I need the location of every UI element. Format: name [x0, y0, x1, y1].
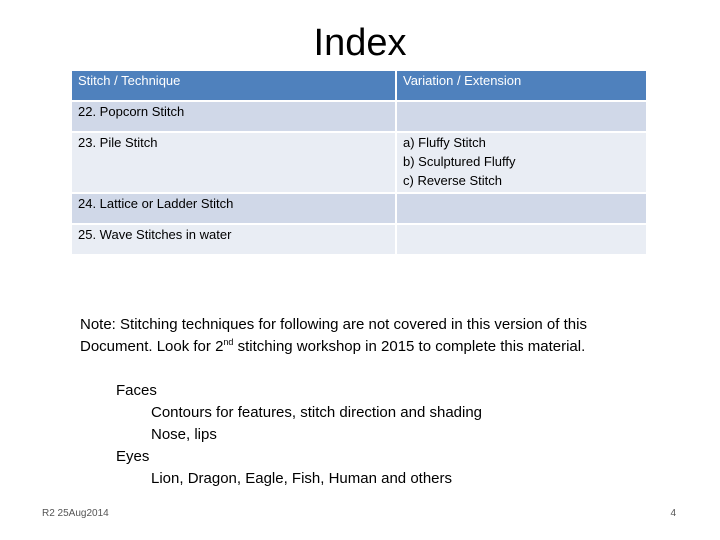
note-line-1: Note: Stitching techniques for following are not covered in this version of this [80, 316, 587, 333]
variation-item: a) Fluffy Stitch [403, 135, 486, 150]
note-superscript: nd [223, 337, 234, 347]
footer-revision: R2 25Aug2014 [42, 508, 109, 519]
outline-heading-faces: Faces [116, 382, 157, 399]
outline-item: Lion, Dragon, Eagle, Fish, Human and others [151, 470, 453, 487]
outline-heading-eyes: Eyes [116, 448, 150, 465]
outline-item: Contours for features, stitch direction and shading [151, 404, 483, 421]
note-text: Document. Look for 2 [80, 338, 224, 355]
technique-cell: 24. Lattice or Ladder Stitch [72, 193, 396, 224]
note-text: stitching workshop in 2015 to complete this material. [233, 338, 586, 355]
table-row [72, 132, 647, 193]
header-variation: Variation / Extension [396, 71, 647, 101]
header-technique: Stitch / Technique [72, 71, 396, 101]
technique-cell: 25. Wave Stitches in water [72, 224, 396, 255]
page-number: 4 [670, 508, 676, 519]
topics-outline [116, 380, 482, 490]
variation-cell [396, 224, 647, 255]
note-paragraph [80, 314, 680, 358]
technique-cell: 22. Popcorn Stitch [72, 101, 396, 132]
variation-cell [396, 132, 647, 193]
variation-cell [396, 193, 647, 224]
page-title: Index [313, 22, 407, 64]
outline-item: Nose, lips [151, 426, 217, 443]
table-header-row [72, 71, 647, 101]
variation-cell [396, 101, 647, 132]
variation-item: b) Sculptured Fluffy [403, 154, 516, 169]
table-row [72, 193, 647, 224]
variation-item: c) Reverse Stitch [403, 173, 502, 188]
note-line-2 [80, 336, 680, 358]
table-row [72, 101, 647, 132]
table-row [72, 224, 647, 255]
technique-cell: 23. Pile Stitch [72, 132, 396, 193]
index-table [72, 71, 648, 256]
